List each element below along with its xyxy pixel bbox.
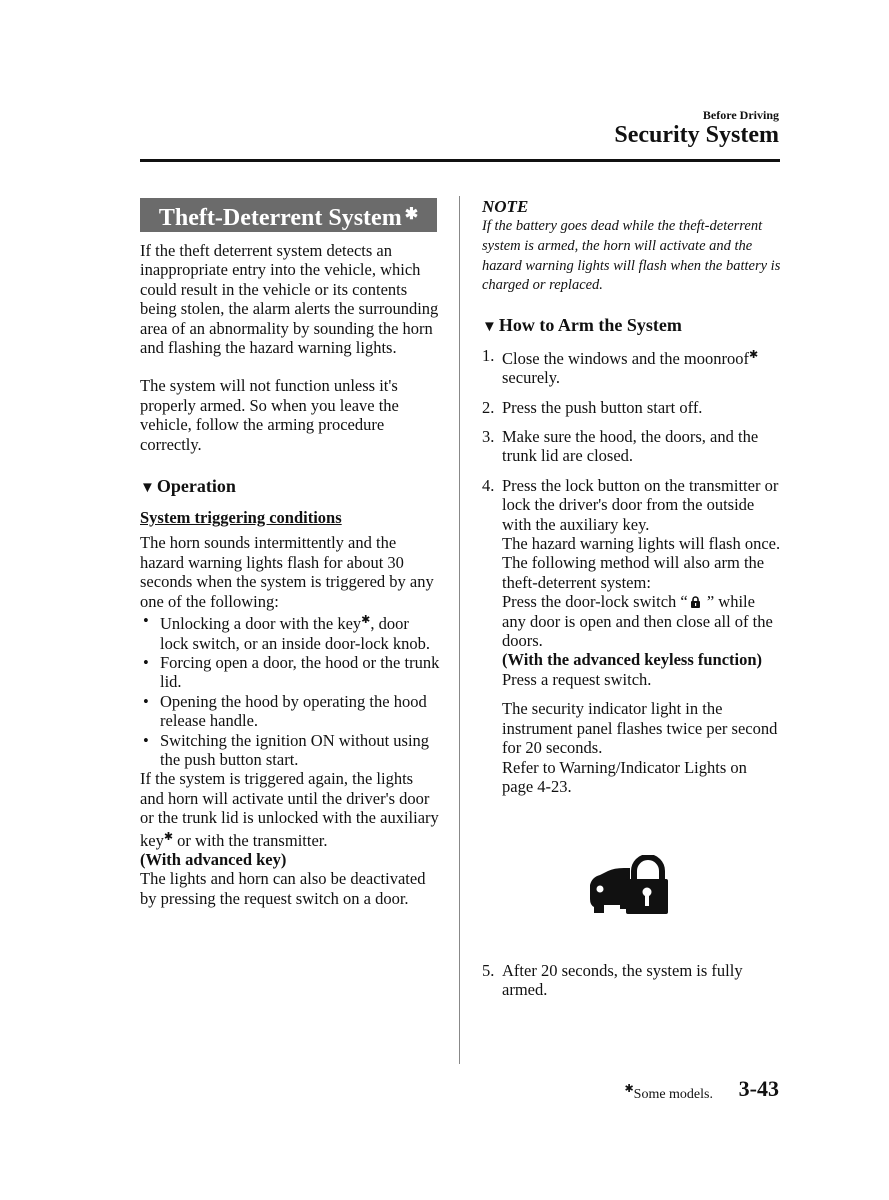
step-4-text-d	[502, 592, 782, 650]
arming-steps-continued	[482, 961, 782, 1000]
list-item	[482, 398, 782, 417]
list-item: • Switching the ignition ON without using the push button start.	[140, 731, 440, 770]
list-item	[482, 476, 782, 797]
footer-note-text: Some models.	[633, 1087, 713, 1102]
step-4-text-d2: ” while any door is open and then close all of the doors.	[502, 592, 773, 651]
arm-heading-text: How to Arm the System	[498, 314, 682, 335]
star-icon: ✱	[163, 830, 174, 843]
step-4-text-b: The hazard warning lights will flash once.	[502, 534, 781, 554]
advanced-key-text: The lights and horn can also be deactivated by pressing the request switch on a door.	[140, 869, 426, 908]
step-number: 2.	[482, 397, 495, 417]
retrigger-text-a: If the system is triggered again, the lights and horn will activate until the driver's door or the trunk lid is unlocked with the auxiliary key	[140, 769, 439, 850]
section-title: Security System	[614, 122, 779, 148]
page-number: 3-43	[738, 1076, 779, 1101]
step-4-text-f: Refer to Warning/Indicator Lights on page 4-23.	[502, 757, 747, 796]
list-item	[482, 961, 782, 1000]
star-icon: ✱	[361, 614, 371, 627]
star-icon: ✱	[624, 1083, 634, 1095]
left-column	[140, 241, 440, 908]
intro-paragraph-1: If the theft deterrent system detects an inappropriate entry into the vehicle, which could result in the vehicle or its contents being stolen, the alarm alerts the surrounding area of an abnormality by sounding the horn and flashing the hazard warning lights.	[140, 241, 439, 358]
intro-paragraph-2: The system will not function unless it's properly armed. So when you leave the vehicle, follow the arming procedure correctly.	[140, 376, 399, 454]
bullet-1-text-a: Unlocking a door with the key	[160, 614, 362, 634]
step-number: 1.	[482, 345, 495, 365]
chapter-label: Before Driving	[702, 108, 779, 122]
star-icon: ✱	[749, 348, 759, 361]
section-banner	[140, 198, 437, 232]
step-number: 3.	[482, 427, 495, 446]
triggering-heading: System triggering conditions	[140, 508, 342, 528]
step-4-text-d1: Press the door-lock switch “	[502, 592, 688, 612]
step-2-text: Press the push button start off.	[502, 397, 703, 417]
banner-title: Theft-Deterrent System	[158, 205, 402, 231]
step-4-text-e: The security indicator light in the instrument panel flashes twice per second for 20 seconds.	[502, 699, 778, 758]
note-text: If the battery goes dead while the theft-deterrent system is armed, the horn will activate and the hazard warning lights will flash when the battery is charged or replaced.	[482, 218, 781, 294]
list-item	[140, 611, 440, 653]
step-4-text-a: Press the lock button on the transmitter or lock the driver's door from the outside with the auxiliary key.	[502, 475, 779, 534]
security-indicator-icon	[586, 855, 670, 917]
step-4-text-c: The following method will also arm the theft-deterrent system:	[502, 553, 765, 592]
arming-steps	[482, 346, 782, 797]
header-rule	[140, 159, 780, 162]
bullet-1-text-b: , door lock switch, or an inside door-lock knob.	[160, 614, 431, 653]
right-column	[482, 197, 782, 806]
padlock-icon	[690, 596, 701, 608]
triangle-icon: ▼	[140, 480, 155, 497]
operation-heading-text: Operation	[156, 476, 236, 497]
trigger-list	[140, 611, 440, 769]
step-1-text-b: securely.	[502, 368, 561, 388]
triggering-text: The horn sounds intermittently and the hazard warning lights flash for about 30 seconds when the system is triggered by any one of the following:	[140, 533, 434, 611]
list-item: • Forcing open a door, the hood or the trunk lid.	[140, 653, 440, 692]
step-1-text-a: Close the windows and the moonroof	[502, 348, 750, 368]
operation-heading	[140, 475, 440, 499]
keyless-label: (With the advanced keyless function)	[502, 650, 763, 670]
banner-star-icon: ✱	[404, 206, 419, 223]
step-number: 5.	[482, 961, 495, 980]
list-item: • Opening the hood by operating the hood release handle.	[140, 692, 440, 731]
retrigger-text	[140, 769, 440, 850]
note-heading: NOTE	[482, 197, 529, 216]
step-number: 4.	[482, 475, 495, 495]
column-divider	[459, 196, 460, 1064]
triangle-icon: ▼	[482, 318, 497, 335]
list-item	[482, 346, 782, 388]
footer-note	[624, 1082, 713, 1103]
advanced-key-label: (With advanced key)	[140, 849, 287, 869]
step-5	[482, 961, 782, 1010]
step-3-text: Make sure the hood, the doors, and the trunk lid are closed.	[502, 427, 759, 466]
list-item	[482, 427, 782, 466]
step-5-text: After 20 seconds, the system is fully armed.	[502, 961, 743, 1000]
arm-heading	[482, 314, 782, 338]
retrigger-text-b: or with the transmitter.	[173, 830, 328, 850]
keyless-text: Press a request switch.	[502, 669, 652, 689]
